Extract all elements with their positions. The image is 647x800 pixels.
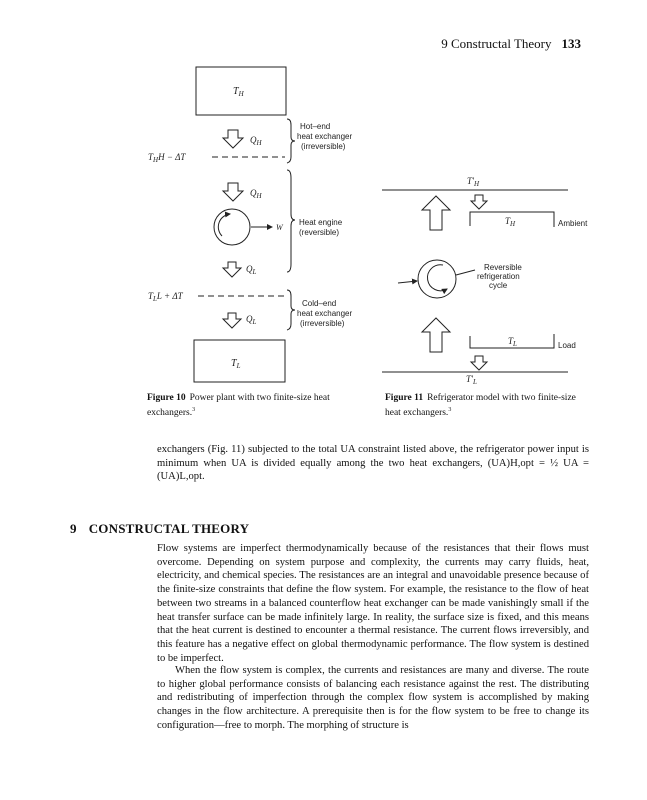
figure-11-labels xyxy=(466,176,588,386)
label-ql-2: $Q_L$ xyxy=(246,314,257,326)
load-down-arrow xyxy=(471,356,487,370)
page-number: 133 xyxy=(561,36,581,51)
heat-flow-arrow-engine-out xyxy=(223,262,241,277)
label-tl-prime: $T'_L$ xyxy=(466,374,477,386)
label-qh: $Q_H$ xyxy=(250,135,262,147)
label-th-fig11: $T_H$ xyxy=(505,216,516,228)
figure-11-caption xyxy=(385,392,591,419)
label-tl: $T_L$ xyxy=(231,358,241,370)
cold-reservoir-box xyxy=(194,340,285,382)
cold-exchanger-label-2: heat exchanger xyxy=(297,309,353,318)
label-tl-fig11: $T_L$ xyxy=(508,336,517,348)
section-heading xyxy=(70,521,261,537)
label-load: Load xyxy=(558,341,576,350)
refrigeration-cycle-arrow xyxy=(427,265,447,291)
header-chapter: 9 Constructal Theory xyxy=(441,36,552,51)
heat-flow-arrow-cold xyxy=(223,313,241,328)
figure-10-label: Figure 10 xyxy=(147,393,186,403)
body-paragraph-1: Flow systems are imperfect thermodynamically because of the resistances that their flows must overcome. Depending on system purpose and complexity, the currents may carry fluids, heat, electricity, and chemical species. The resistances are an integral and unavoidable presence because of the finite-size constraints that define the flow system. For example, the resistance to the flow of heat between two streams in a balanced counterflow heat exchanger can be made vanishingly small if the heat transfer surface can be made infinitely large. In reality, the surface size is fixed, and this means that the heat current is destined to encounter a thermal resistance. The current flows irreversibly, and this feature has a negative effect on global thermodynamic performance. The flow system is destined to be imperfect. xyxy=(157,543,589,664)
figure-10-ref: 3 xyxy=(192,407,196,413)
figure-10-text: Power plant with two finite-size heat exchangers. xyxy=(147,393,330,419)
figure-11-text: Refrigerator model with two finite-size heat exchangers. xyxy=(385,393,576,419)
body-paragraph-2: When the flow system is complex, the currents and resistances are many and diverse. The route to higher global performance consists of balancing each resistance against the rest. The distributing and redistributing of imperfection through the complex flow system is accomplished by making changes in the flow architecture. A prerequisite then is for the flow system to be free to change its configuration—free to morph. The morphing of structure is xyxy=(157,665,589,731)
cycle-label-2: refrigeration xyxy=(477,272,520,281)
label-th: $T_H$ xyxy=(233,86,244,98)
power-input-arrow xyxy=(398,281,417,283)
refrigeration-cycle-circle xyxy=(418,260,456,298)
label-ql: $Q_L$ xyxy=(246,264,257,276)
label-w: W xyxy=(276,223,283,232)
engine-circle xyxy=(214,209,250,245)
heat-flow-arrow-engine-in xyxy=(223,183,243,201)
label-tl-plus: $T_LL + \Delta T$ xyxy=(148,291,183,303)
engine-label-2: (reversible) xyxy=(299,228,340,237)
hot-exchanger-label-3: (irreversible) xyxy=(301,142,346,151)
intro-paragraph: exchangers (Fig. 11) subjected to the total UA constraint listed above, the refrigerator power input is minimum when UA is divided equally among the two heat exchangers, (UA)H,opt = ½ UA = (UA)L,opt. xyxy=(157,444,589,483)
label-th-prime: $T'_H$ xyxy=(467,176,480,188)
hot-exchanger-brace xyxy=(287,119,295,163)
section-title: CONSTRUCTAL THEORY xyxy=(88,521,250,536)
label-ambient: Ambient xyxy=(558,219,588,228)
cycle-arrow xyxy=(218,214,230,236)
engine-brace xyxy=(287,170,295,272)
cycle-label-1: Reversible xyxy=(484,263,522,272)
figure-11-label: Figure 11 xyxy=(385,393,424,403)
cycle-leader-line xyxy=(456,270,475,275)
ambient-down-arrow xyxy=(471,195,487,209)
engine-label-1: Heat engine xyxy=(299,218,343,227)
label-qh-2: $Q_H$ xyxy=(250,188,262,200)
section-number: 9 xyxy=(70,521,77,536)
figure-11-ref: 3 xyxy=(448,407,452,413)
heat-reject-up-arrow xyxy=(422,196,450,230)
cold-exchanger-label-3: (irreversible) xyxy=(300,319,345,328)
heat-flow-arrow-hot xyxy=(223,130,243,148)
hot-exchanger-label-1: Hot–end xyxy=(300,122,331,131)
label-th-minus: $T_HH - \Delta T$ xyxy=(148,152,186,164)
cold-exchanger-brace xyxy=(287,290,295,330)
figure-11-diagram xyxy=(382,190,568,372)
heat-absorb-up-arrow xyxy=(422,318,450,352)
figure-10-caption xyxy=(147,392,362,419)
hot-exchanger-label-2: heat exchanger xyxy=(297,132,353,141)
cold-exchanger-label-1: Cold–end xyxy=(302,299,337,308)
cycle-label-3: cycle xyxy=(489,281,508,290)
